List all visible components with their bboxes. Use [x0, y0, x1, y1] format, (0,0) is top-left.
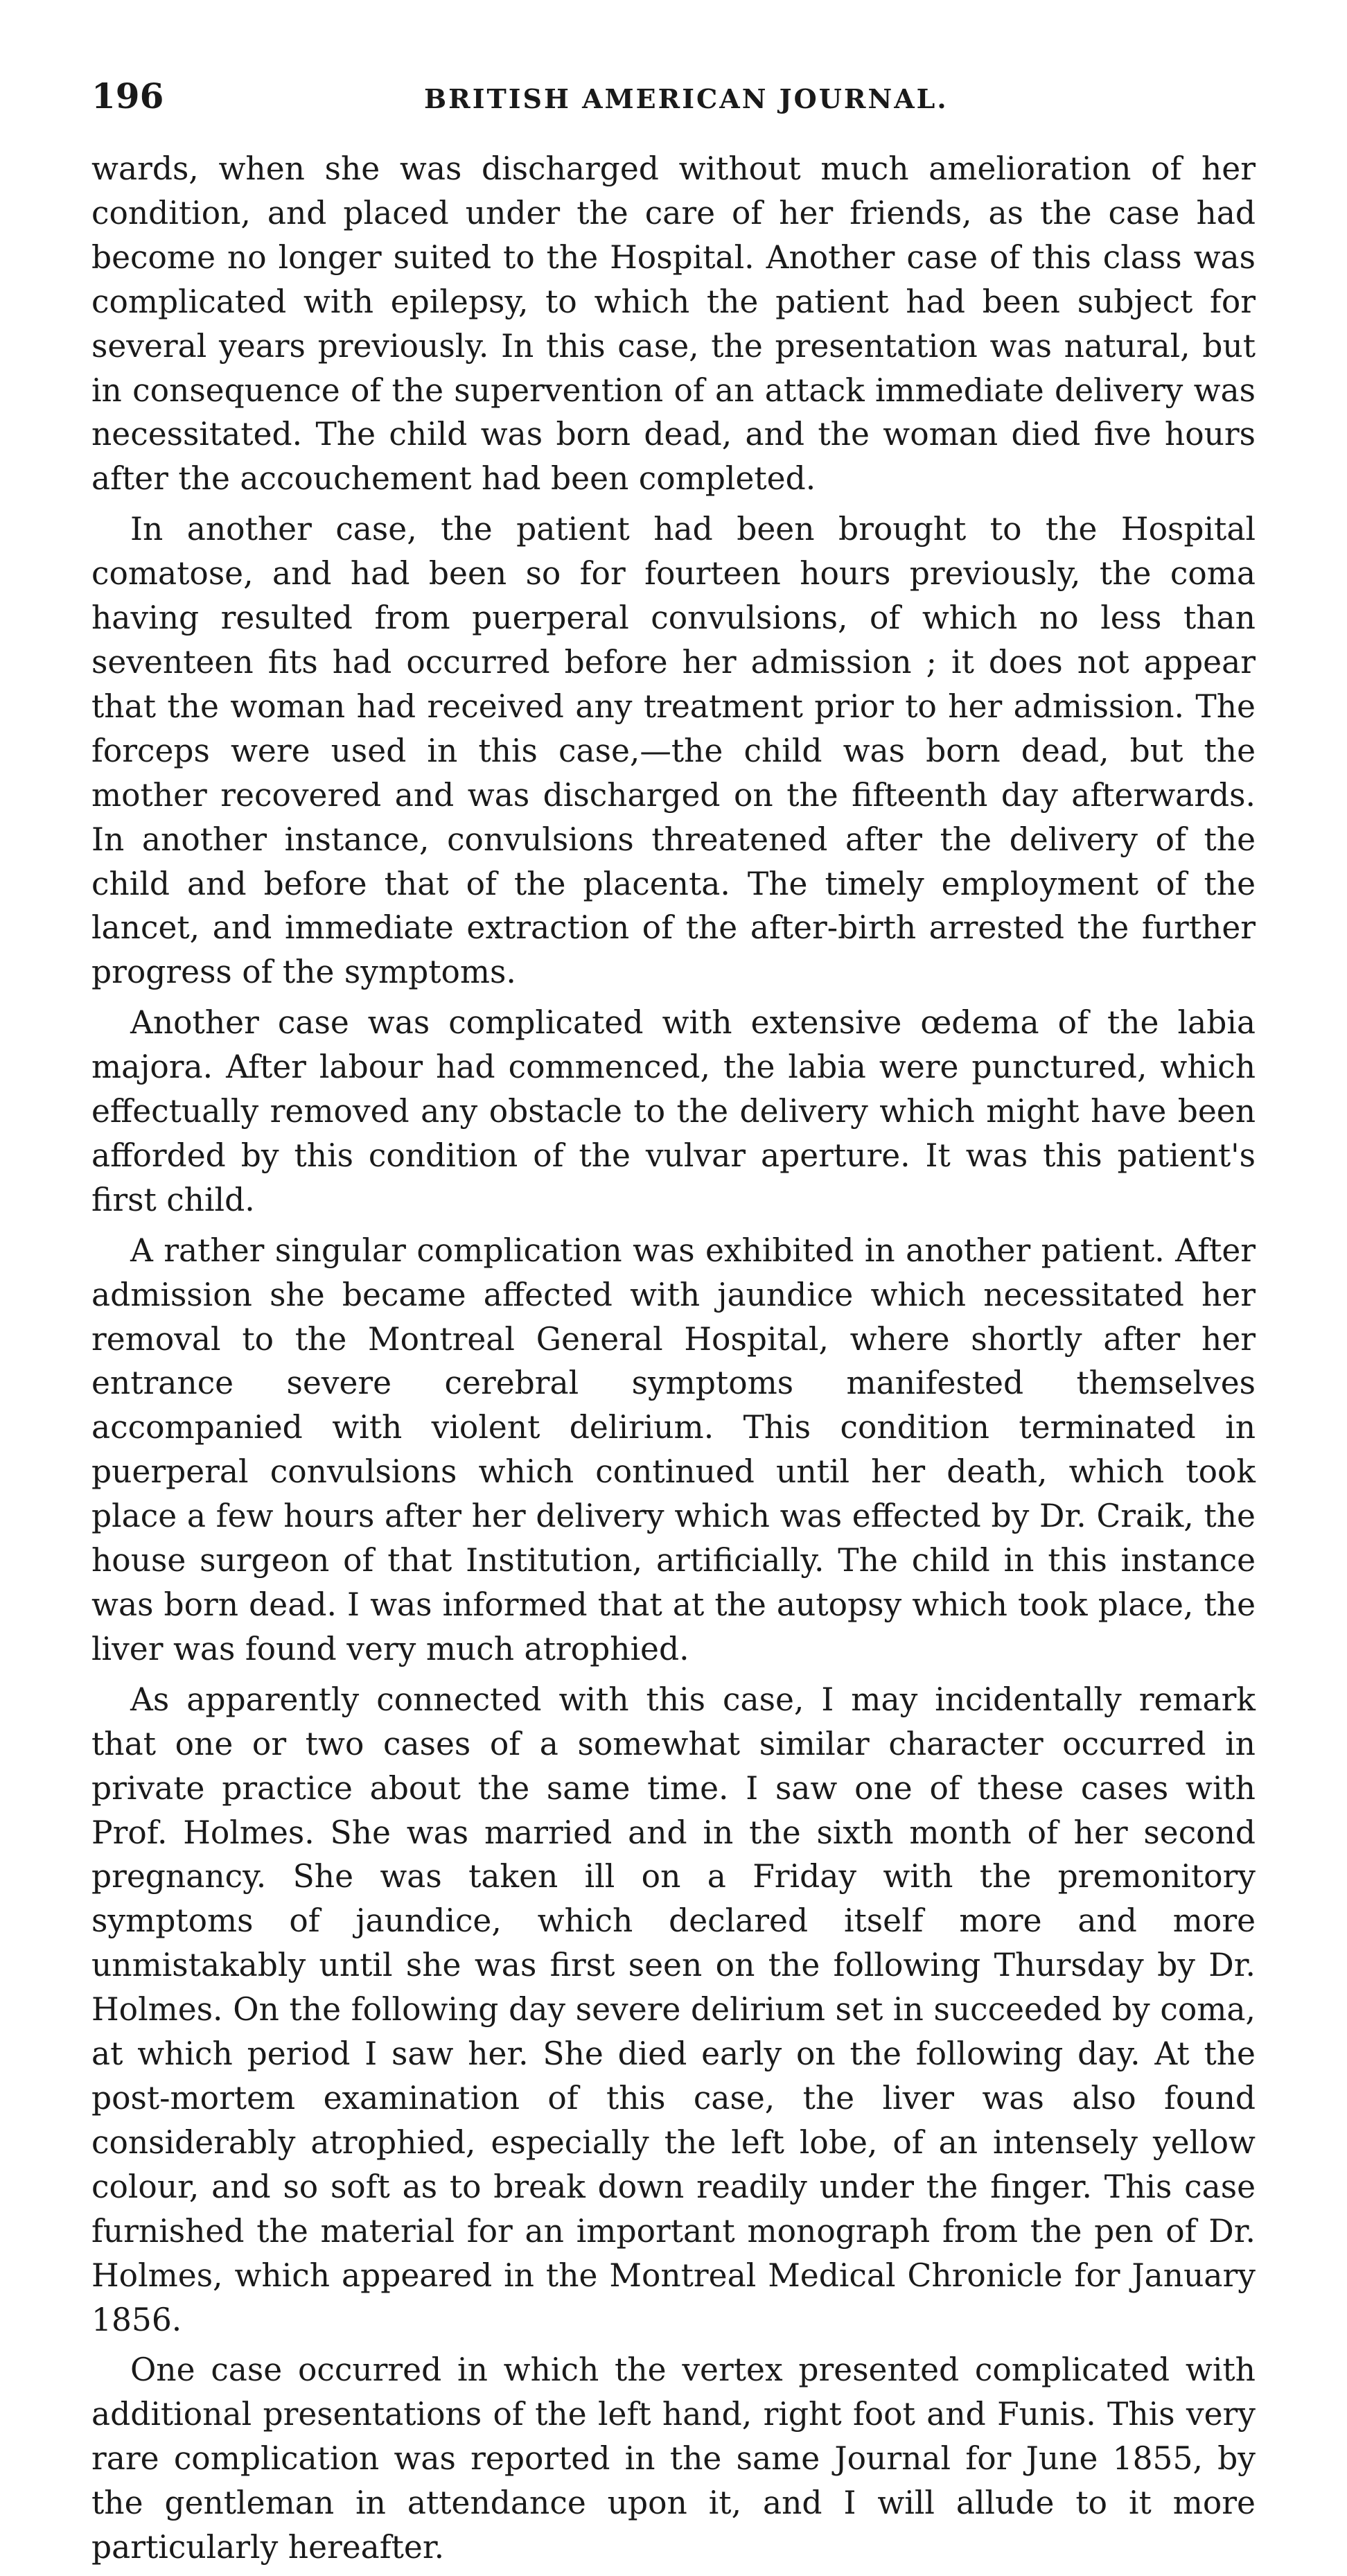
running-head — [91, 72, 1256, 121]
journal-title: BRITISH AMERICAN JOURNAL. — [424, 83, 949, 114]
paragraph-oedema-case: Another case was complicated with extensive œdema of the labia majora. After labour had commenced, the labia were punctured, which effectually removed any obstacle to the delivery which might have been afforded by this condition of the vulvar aperture. It was this patient's first child. — [91, 1004, 1256, 1218]
paragraph-jaundice-case: A rather singular complication was exhibited in another patient. After admission she became affected with jaundice which necessitated her removal to the Montreal General Hospital, where shortly after her entrance severe cerebral symptoms manifested themselves accompanied with violent delirium. This condition terminated in puerperal convulsions which continued until her death, which took place a few hours after her delivery which was effected by Dr. Craik, the house surgeon of that Institution, artificially. The child in this instance was born dead. I was informed that at the autopsy which took place, the liver was found very much atrophied. — [91, 1232, 1256, 1667]
paragraph-vertex-case: One case occurred in which the vertex presented complicated with additional presentations of the left hand, right foot and Funis. This very rare complication was reported in the same Journal for June 1855, by the gentleman in attendance upon it, and I will allude to it more particularly hereafter. — [91, 2351, 1256, 2566]
article-body — [91, 147, 1256, 2576]
paragraph-private-practice: As apparently connected with this case, I may incidentally remark that one or two cases of a somewhat similar character occurred in private practice about the same time. I saw one of these cases with Prof. Holmes. She was married and in the sixth month of her second pregnancy. She was taken ill on a Friday with the premonitory symptoms of jaundice, which declared itself more and more unmistakably until she was first seen on the following Thursday by Dr. Holmes. On the following day severe delirium set in succeeded by coma, at which period I saw her. She died early on the following day. At the post-mortem examination of this case, the liver was also found considerably atrophied, especially the left lobe, of an intensely yellow colour, and so soft as to break down readily under the finger. This case furnished the material for an important monograph from the pen of Dr. Holmes, which appeared in the Montreal Medical Chronicle for January 1856. — [91, 1681, 1256, 2338]
paragraph-comatose-case: In another case, the patient had been brought to the Hospital comatose, and had been so for fourteen hours previously, the coma having resulted from puerperal convulsions, of which no less than seventeen fits had occurred before her admission ; it does not appear that the woman had received any treatment prior to her admission. The forceps were used in this case,—the child was born dead, but the mother recovered and was discharged on the fifteenth day afterwards. In another instance, convulsions threatened after the delivery of the child and before that of the placenta. The timely employment of the lancet, and immediate extraction of the after-birth arrested the further progress of the symptoms. — [91, 511, 1256, 991]
paragraph-continued: wards, when she was discharged without much amelioration of her condition, and placed under the care of her friends, as the case had become no longer suited to the Hospital. Another case of this class was complicated with epilepsy, to which the patient had been subject for several years previously. In this case, the presentation was natural, but in consequence of the supervention of an attack immediate delivery was necessitated. The child was born dead, and the woman died five hours after the accouchement had been completed. — [91, 150, 1256, 498]
page-number: 196 — [91, 76, 164, 116]
